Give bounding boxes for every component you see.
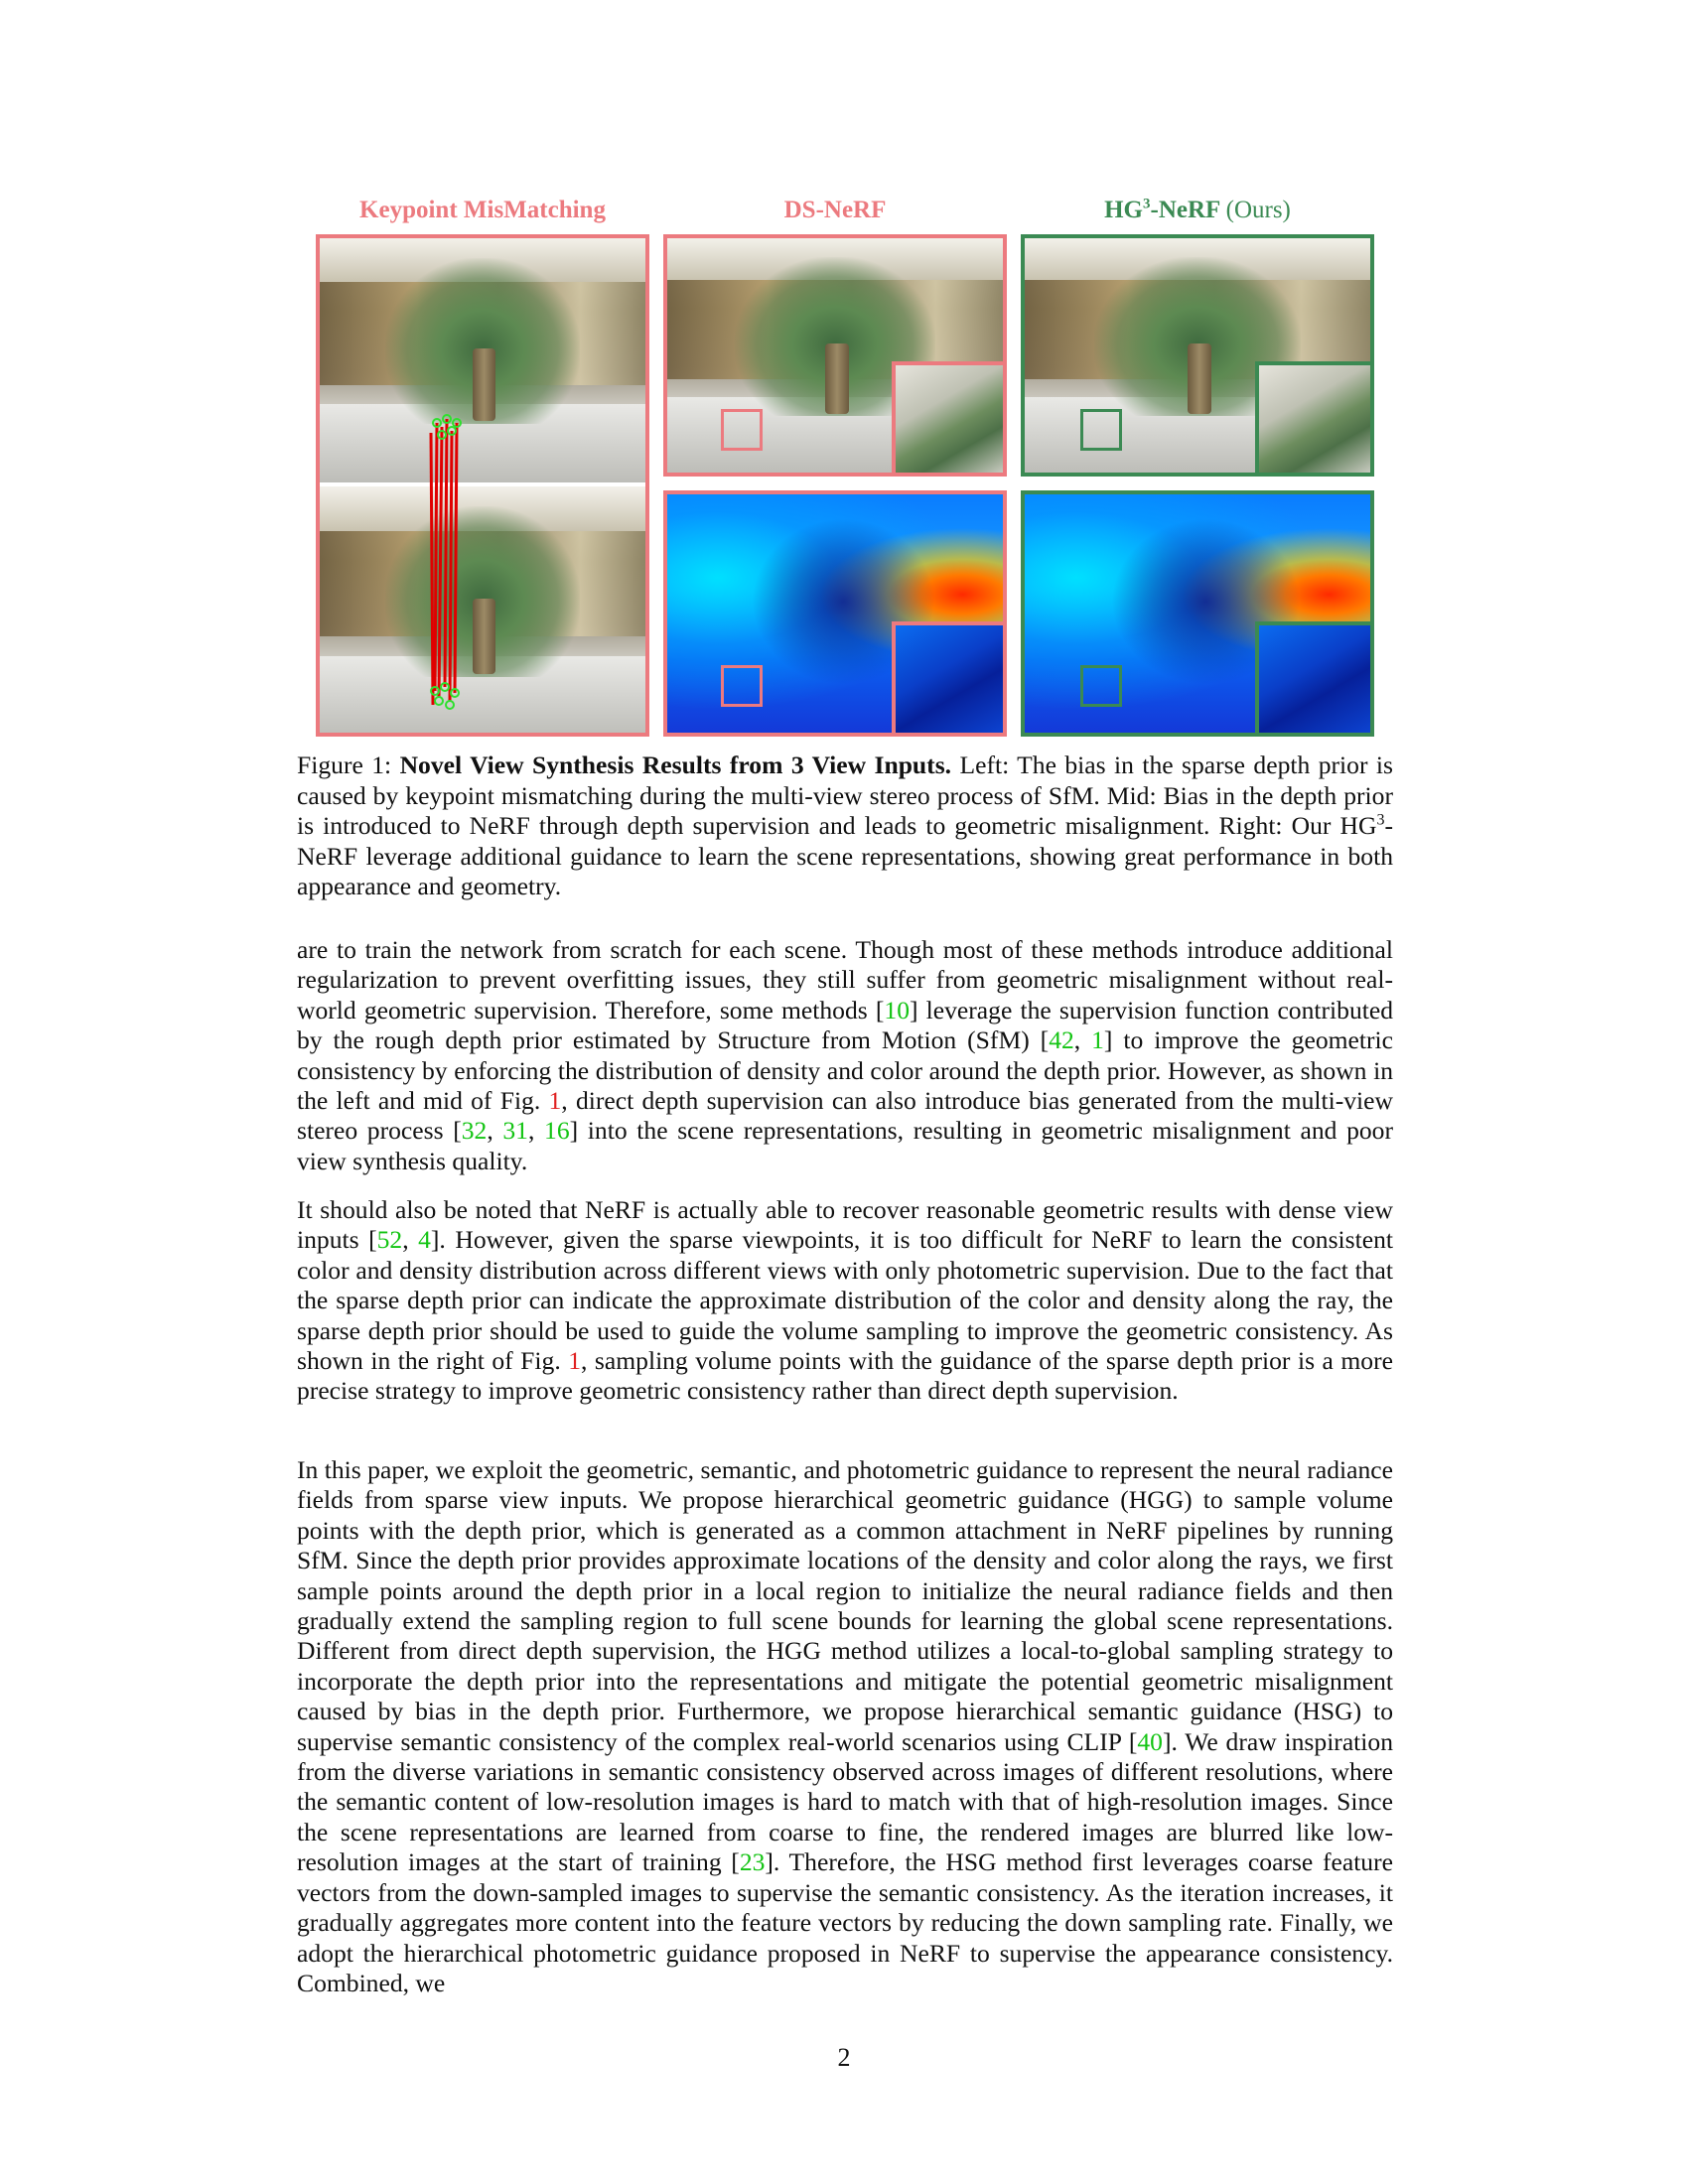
- caption-title: Novel View Synthesis Results from 3 View Inputs.: [399, 751, 952, 779]
- citation-link[interactable]: 4: [418, 1225, 431, 1255]
- ds-nerf-zoom-inset: [892, 361, 1007, 477]
- keypoint-mismatch-panel: [316, 234, 649, 737]
- caption-label: Figure 1:: [297, 751, 392, 779]
- caption-sup: 3: [1376, 811, 1385, 829]
- ds-nerf-crop-box: [721, 409, 763, 451]
- citation-link[interactable]: 31: [502, 1116, 528, 1146]
- figure-caption: [297, 751, 1393, 902]
- ds-nerf-depth-crop-box: [721, 665, 763, 707]
- hg3-nerf-depth-crop-box: [1080, 665, 1122, 707]
- citation-link[interactable]: 52: [376, 1225, 403, 1255]
- hg3-nerf-depth-zoom-inset: [1255, 621, 1374, 737]
- caption-text-a: Left: The bias in the sparse depth prior is caused by keypoint mismatching during the multi-view stereo process of SfM. Mid: Bias in the depth prior is introduced to NeRF through depth supervision and leads to geometric misalignment. Right: Our HG: [297, 751, 1393, 841]
- figure-ref-link[interactable]: 1: [548, 1086, 562, 1116]
- keypoint-match-lines: [320, 238, 649, 737]
- title-nerf: -NeRF: [1150, 197, 1220, 223]
- title-keypoint-mismatching: Keypoint MisMatching: [359, 197, 606, 223]
- hg3-nerf-crop-box: [1080, 409, 1122, 451]
- hg3-nerf-zoom-inset: [1255, 361, 1374, 477]
- paragraph-1: are to train the network from scratch for each scene. Though most of these methods introduce additional regularization to prevent overfitting issues, they still suffer from geometric misalignment without real-world geometric supervision. Therefore, some methods [10] leverage the supervision function contributed by the rough depth prior estimated by Structure from Motion (SfM) [42, 1] to improve the geometric consistency by enforcing the distribution of density and color around the depth prior. However, as shown in the left and mid of Fig. 1, direct depth supervision can also introduce bias generated from the multi-view stereo process [32, 31, 16] into the scene representations, resulting in geometric misalignment and poor view synthesis quality.: [297, 935, 1394, 1175]
- hg3-nerf-rgb-panel: [1021, 234, 1374, 477]
- paragraph-2: It should also be noted that NeRF is actually able to recover reasonable geometric results with dense view inputs [52, 4]. However, given the sparse viewpoints, it is too difficult for NeRF to learn the consistent color and density distribution across different views with only photometric supervision. Due to the fact that the sparse depth prior can indicate the approximate distribution of the color and density along the ray, the sparse depth prior should be used to guide the volume sampling to improve the geometric consistency. As shown in the right of Fig. 1, sampling volume points with the guidance of the sparse depth prior is a more precise strategy to improve geometric consistency rather than direct depth supervision.: [297, 1195, 1394, 1406]
- paragraph-3: In this paper, we exploit the geometric, semantic, and photometric guidance to represent the neural radiance fields from sparse view inputs. We propose hierarchical geometric guidance (HGG) to sample volume points with the depth prior, which is generated as a common attachment in NeRF pipelines by running SfM. Since the depth prior provides approximate locations of the density and color along the rays, we first sample points around the depth prior in a local region to initialize the neural radiance fields and then gradually extend the sampling region to full scene bounds for learning the global scene representations. Different from direct depth supervision, the HGG method utilizes a local-to-global sampling strategy to incorporate the depth prior into the representations and mitigate the potential geometric misalignment caused by bias in the depth prior. Furthermore, we propose hierarchical semantic guidance (HSG) to supervise semantic consistency of the complex real-world scenarios using CLIP [40]. We draw inspiration from the diverse variations in semantic consistency observed across images of different resolutions, where the semantic content of low-resolution images is hard to match with that of high-resolution images. Since the scene representations are learned from coarse to fine, the rendered images are blurred like low-resolution images at the start of training [23]. Therefore, the HSG method first leverages coarse feature vectors from the down-sampled images to supervise the semantic consistency. As the iteration increases, it gradually aggregates more content into the feature vectors by reducing the down sampling rate. Finally, we adopt the hierarchical photometric guidance proposed in NeRF to supervise the appearance consistency. Combined, we: [297, 1455, 1394, 1997]
- title-ds-nerf: DS-NeRF: [783, 197, 887, 223]
- ds-nerf-rgb-panel: [663, 234, 1007, 477]
- title-sup: 3: [1143, 196, 1151, 212]
- title-hg3-nerf: [1021, 195, 1374, 226]
- citation-link[interactable]: 10: [884, 995, 910, 1024]
- ds-nerf-depth-zoom-inset: [892, 621, 1007, 737]
- citation-link[interactable]: 23: [739, 1847, 766, 1877]
- title-hg: HG: [1104, 197, 1143, 223]
- ds-nerf-depth-panel: [663, 490, 1007, 737]
- hg3-nerf-depth-panel: [1021, 490, 1374, 737]
- page-number: 2: [837, 2043, 851, 2072]
- title-ours: (Ours): [1225, 197, 1291, 223]
- figure-ref-link[interactable]: 1: [568, 1346, 582, 1376]
- citation-link[interactable]: 40: [1137, 1726, 1163, 1756]
- citation-link[interactable]: 1: [1091, 1025, 1104, 1055]
- citation-link[interactable]: 16: [544, 1116, 570, 1146]
- citation-link[interactable]: 42: [1049, 1025, 1074, 1055]
- citation-link[interactable]: 32: [461, 1116, 488, 1146]
- caption-text-b: -NeRF leverage additional guidance to learn the scene representations, showing great performance in both appearance and geometry.: [297, 811, 1393, 901]
- figure-1: [316, 195, 1374, 737]
